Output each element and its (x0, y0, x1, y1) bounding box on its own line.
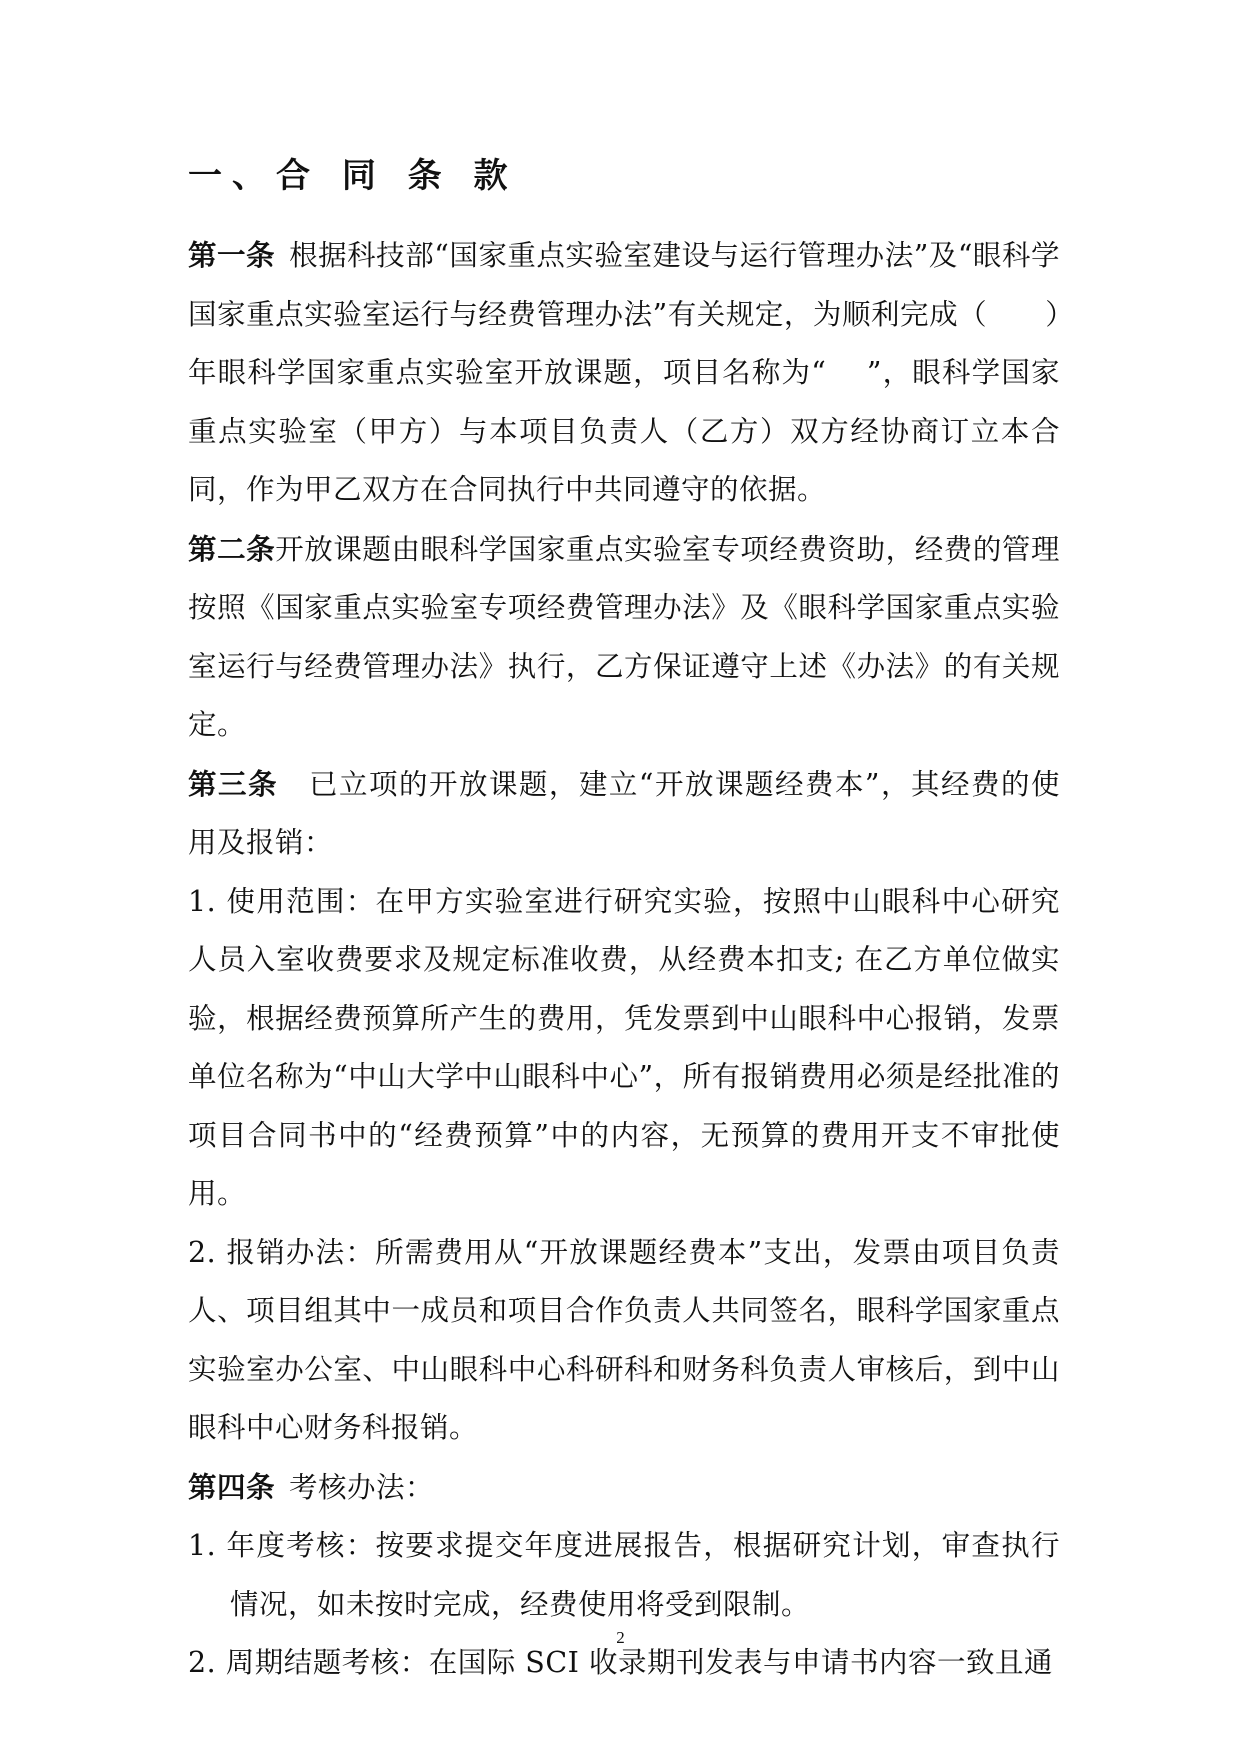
article-2 (188, 520, 1060, 755)
section-heading: 一、合 同 条 款 (188, 156, 518, 196)
article-4-text: 考核办法： (289, 1470, 435, 1504)
article-1 (188, 226, 1060, 520)
page-number: 2 (616, 1628, 625, 1647)
article-3 (188, 755, 1060, 873)
contract-terms-body (188, 226, 1060, 1693)
article-3-item-2: 2. 报销办法：所需费用从“开放课题经费本”支出，发票由项目负责人、项目组其中一成员和项目合作负责人共同签名，眼科学国家重点实验室办公室、中山眼科中心科研科和财务科负责人审核后，到中山眼科中心财务科报销。 (188, 1235, 1060, 1444)
article-3-number: 第三条 (188, 766, 278, 801)
article-4-item-2: 2. 周期结题考核：在国际 SCI 收录期刊发表与申请书内容一致且通 (188, 1646, 1053, 1679)
article-1-number: 第一条 (188, 238, 276, 272)
article-4-number: 第四条 (188, 1469, 276, 1504)
article-3-text: 已立项的开放课题，建立“开放课题经费本”，其经费的使用及报销： (188, 767, 1060, 859)
article-4 (188, 1458, 1060, 1518)
article-2-number: 第二条 (188, 531, 276, 566)
article-4-item-1: 1. 年度考核：按要求提交年度进展报告，根据研究计划，审查执行情况，如未按时完成，经费使用将受到限制。 (188, 1529, 1060, 1621)
article-3-item-1: 1. 使用范围：在甲方实验室进行研究实验，按照中山眼科中心研究人员入室收费要求及规定标准收费，从经费本扣支; 在乙方单位做实验，根据经费预算所产生的费用，凭发票到中山眼科中心报销，发票单位名称为“中山大学中山眼科中心”，所有报销费用必须是经批准的项目合同书中的“经费预算”中的内容，无预算的费用开支不审批使用。 (188, 884, 1060, 1210)
article-2-text: 开放课题由眼科学国家重点实验室专项经费资助，经费的管理按照《国家重点实验室专项经费管理办法》及《眼科学国家重点实验室运行与经费管理办法》执行，乙方保证遵守上述《办法》的有关规定。 (188, 532, 1060, 741)
article-1-text: 根据科技部“国家重点实验室建设与运行管理办法”及“眼科学国家重点实验室运行与经费管理办法”有关规定，为顺利完成（ ）年眼科学国家重点实验室开放课题，项目名称为“ ”，眼科学国家重点实验室（甲方）与本项目负责人（乙方）双方经协商订立本合同，作为甲乙双方在合同执行中共同遵守的依据。 (188, 239, 1060, 506)
